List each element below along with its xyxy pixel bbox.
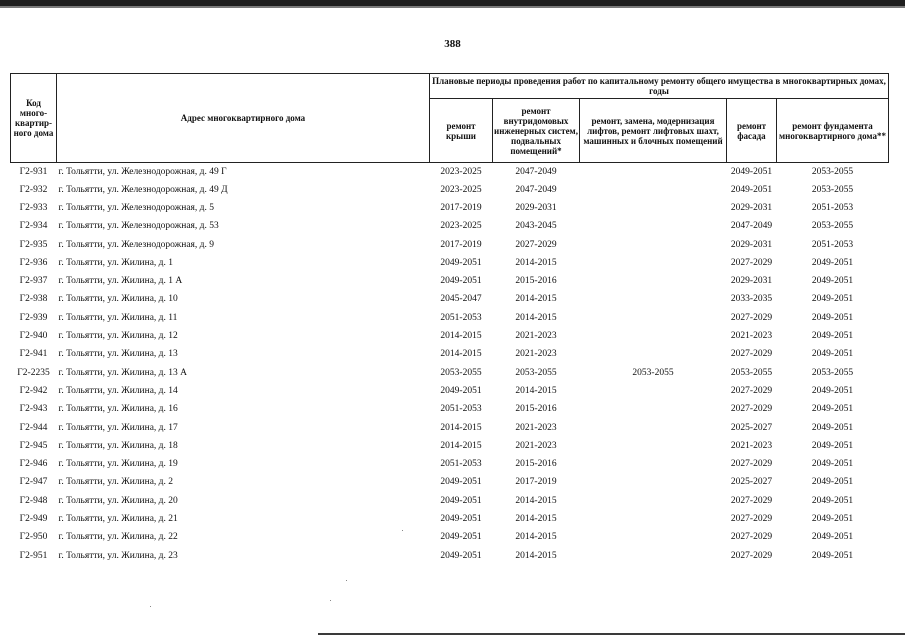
- cell-foundation: 2053-2055: [811, 221, 854, 232]
- scan-speck: [346, 580, 347, 581]
- cell-lifts: [580, 437, 727, 455]
- cell-foundation: 2049-2051: [811, 495, 854, 506]
- cell-lifts: [580, 291, 727, 309]
- cell-address: г. Тольятти, ул. Железнодорожная, д. 53: [58, 221, 219, 232]
- cell-address: г. Тольятти, ул. Жилина, д. 1: [58, 257, 173, 268]
- cell-lifts: [580, 217, 727, 235]
- cell-facade: 2053-2055: [730, 367, 773, 378]
- cell-address: г. Тольятти, ул. Жилина, д. 11: [58, 312, 178, 323]
- cell-facade: 2027-2029: [730, 550, 773, 561]
- cell-foundation: 2049-2051: [811, 459, 854, 470]
- header-facade: ремонт фасада: [727, 99, 777, 163]
- cell-code: Г2-936: [19, 257, 48, 268]
- cell-foundation: 2053-2055: [811, 184, 854, 195]
- cell-roof: 2023-2025: [440, 166, 482, 177]
- cell-lifts: [580, 181, 727, 199]
- cell-roof: 2049-2051: [440, 550, 482, 561]
- cell-address: г. Тольятти, ул. Жилина, д. 1 А: [58, 276, 183, 287]
- cell-code: Г2-932: [19, 184, 48, 195]
- header-address: Адрес многоквартирного дома: [57, 74, 430, 163]
- cell-systems: 2043-2045: [515, 221, 557, 232]
- cell-roof: 2023-2025: [440, 184, 482, 195]
- cell-systems: 2029-2031: [515, 202, 557, 213]
- cell-address: г. Тольятти, ул. Жилина, д. 17: [58, 422, 178, 433]
- cell-foundation: 2049-2051: [811, 331, 854, 342]
- cell-code: Г2-933: [19, 202, 48, 213]
- cell-foundation: 2049-2051: [811, 440, 854, 451]
- cell-foundation: 2049-2051: [811, 514, 854, 525]
- cell-systems: 2014-2015: [515, 257, 557, 268]
- cell-systems: 2015-2016: [515, 276, 557, 287]
- cell-systems: 2014-2015: [515, 312, 557, 323]
- scan-top-border-shadow: [0, 6, 905, 8]
- cell-systems: 2047-2049: [515, 166, 557, 177]
- cell-code: Г2-938: [19, 294, 48, 305]
- cell-facade: 2027-2029: [730, 312, 773, 323]
- cell-facade: 2029-2031: [730, 276, 773, 287]
- cell-code: Г2-941: [19, 349, 48, 360]
- table-row: [11, 492, 889, 510]
- cell-lifts: [580, 400, 727, 418]
- cell-systems: 2027-2029: [515, 239, 557, 250]
- table-row: [11, 400, 889, 418]
- cell-lifts: 2053-2055: [632, 367, 674, 378]
- page-number: 388: [444, 38, 461, 50]
- capital-repair-schedule-table: [10, 73, 889, 565]
- cell-facade: 2049-2051: [730, 184, 773, 195]
- cell-roof: 2051-2053: [440, 404, 482, 415]
- cell-facade: 2021-2023: [730, 440, 773, 451]
- scan-bottom-rule: [318, 633, 905, 635]
- cell-lifts: [580, 419, 727, 437]
- table-row: [11, 437, 889, 455]
- cell-code: Г2-937: [19, 276, 48, 287]
- cell-code: Г2-951: [19, 550, 48, 561]
- cell-address: г. Тольятти, ул. Жилина, д. 10: [58, 294, 178, 305]
- cell-lifts: [580, 236, 727, 254]
- cell-facade: 2049-2051: [730, 166, 773, 177]
- cell-roof: 2049-2051: [440, 257, 482, 268]
- cell-roof: 2017-2019: [440, 202, 482, 213]
- cell-address: г. Тольятти, ул. Жилина, д. 13 А: [58, 367, 187, 378]
- cell-code: Г2-940: [19, 331, 48, 342]
- cell-address: г. Тольятти, ул. Жилина, д. 12: [58, 331, 178, 342]
- cell-lifts: [580, 492, 727, 510]
- cell-roof: 2049-2051: [440, 477, 482, 488]
- table-row: [11, 217, 889, 235]
- cell-foundation: 2049-2051: [811, 404, 854, 415]
- cell-lifts: [580, 345, 727, 363]
- cell-roof: 2049-2051: [440, 532, 482, 543]
- cell-roof: 2051-2053: [440, 459, 482, 470]
- cell-roof: 2023-2025: [440, 221, 482, 232]
- cell-lifts: [580, 547, 727, 565]
- cell-code: Г2-947: [19, 477, 48, 488]
- cell-roof: 2051-2053: [440, 312, 482, 323]
- cell-lifts: [580, 474, 727, 492]
- cell-address: г. Тольятти, ул. Жилина, д. 16: [58, 404, 178, 415]
- cell-foundation: 2053-2055: [811, 166, 854, 177]
- cell-foundation: 2051-2053: [811, 202, 854, 213]
- cell-facade: 2047-2049: [730, 221, 773, 232]
- cell-foundation: 2049-2051: [811, 294, 854, 305]
- cell-address: г. Тольятти, ул. Жилина, д. 19: [58, 459, 178, 470]
- cell-address: г. Тольятти, ул. Жилина, д. 20: [58, 495, 178, 506]
- cell-systems: 2014-2015: [515, 550, 557, 561]
- cell-lifts: [580, 382, 727, 400]
- cell-roof: 2053-2055: [440, 367, 482, 378]
- cell-roof: 2014-2015: [440, 422, 482, 433]
- cell-roof: 2014-2015: [440, 349, 482, 360]
- cell-code: Г2-2235: [17, 367, 50, 378]
- cell-address: г. Тольятти, ул. Железнодорожная, д. 49 Д: [58, 184, 228, 195]
- cell-facade: 2027-2029: [730, 385, 773, 396]
- cell-systems: 2014-2015: [515, 495, 557, 506]
- cell-code: Г2-944: [19, 422, 48, 433]
- cell-facade: 2027-2029: [730, 495, 773, 506]
- cell-foundation: 2049-2051: [811, 477, 854, 488]
- cell-code: Г2-935: [19, 239, 48, 250]
- cell-lifts: [580, 163, 727, 181]
- cell-roof: 2014-2015: [440, 331, 482, 342]
- cell-address: г. Тольятти, ул. Жилина, д. 21: [58, 514, 178, 525]
- cell-roof: 2049-2051: [440, 276, 482, 287]
- cell-systems: 2014-2015: [515, 514, 557, 525]
- cell-foundation: 2049-2051: [811, 550, 854, 561]
- cell-lifts: [580, 199, 727, 217]
- table-row: [11, 254, 889, 272]
- scan-speck: [150, 606, 151, 607]
- table-row: [11, 291, 889, 309]
- table-row: [11, 455, 889, 473]
- cell-code: Г2-931: [19, 166, 48, 177]
- cell-systems: 2021-2023: [515, 422, 557, 433]
- cell-code: Г2-943: [19, 404, 48, 415]
- cell-lifts: [580, 309, 727, 327]
- table-row: [11, 364, 889, 382]
- table-row: [11, 345, 889, 363]
- table-row: [11, 309, 889, 327]
- cell-systems: 2021-2023: [515, 349, 557, 360]
- cell-systems: 2014-2015: [515, 532, 557, 543]
- cell-address: г. Тольятти, ул. Железнодорожная, д. 5: [58, 202, 214, 213]
- cell-systems: 2015-2016: [515, 459, 557, 470]
- scan-speck: [330, 600, 331, 601]
- cell-lifts: [580, 510, 727, 528]
- cell-roof: 2049-2051: [440, 514, 482, 525]
- table-body: [11, 163, 889, 566]
- header-periods-group: Плановые периоды проведения работ по капитальному ремонту общего имущества в многоквартирных домах, годы: [430, 74, 889, 99]
- cell-foundation: 2049-2051: [811, 349, 854, 360]
- cell-code: Г2-939: [19, 312, 48, 323]
- cell-facade: 2027-2029: [730, 349, 773, 360]
- cell-facade: 2027-2029: [730, 459, 773, 470]
- cell-lifts: [580, 272, 727, 290]
- cell-systems: 2021-2023: [515, 331, 557, 342]
- cell-address: г. Тольятти, ул. Железнодорожная, д. 49 Г: [58, 166, 227, 177]
- header-code: Код много-квартир-ного дома: [11, 74, 57, 163]
- cell-facade: 2027-2029: [730, 404, 773, 415]
- table-row: [11, 510, 889, 528]
- table-header: [11, 74, 889, 163]
- cell-facade: 2025-2027: [730, 422, 773, 433]
- cell-foundation: 2051-2053: [811, 239, 854, 250]
- cell-code: Г2-945: [19, 440, 48, 451]
- cell-systems: 2047-2049: [515, 184, 557, 195]
- cell-foundation: 2049-2051: [811, 257, 854, 268]
- cell-code: Г2-950: [19, 532, 48, 543]
- cell-roof: 2045-2047: [440, 294, 482, 305]
- cell-foundation: 2049-2051: [811, 532, 854, 543]
- cell-address: г. Тольятти, ул. Жилина, д. 18: [58, 440, 178, 451]
- header-roof: ремонт крыши: [430, 99, 493, 163]
- cell-facade: 2021-2023: [730, 331, 773, 342]
- table-row: [11, 181, 889, 199]
- cell-systems: 2014-2015: [515, 294, 557, 305]
- table-row: [11, 272, 889, 290]
- cell-address: г. Тольятти, ул. Железнодорожная, д. 9: [58, 239, 214, 250]
- table-row: [11, 382, 889, 400]
- cell-foundation: 2049-2051: [811, 312, 854, 323]
- cell-systems: 2014-2015: [515, 385, 557, 396]
- cell-foundation: 2049-2051: [811, 422, 854, 433]
- cell-code: Г2-948: [19, 495, 48, 506]
- table-row: [11, 528, 889, 546]
- table-row: [11, 199, 889, 217]
- cell-foundation: 2049-2051: [811, 276, 854, 287]
- cell-systems: 2053-2055: [515, 367, 557, 378]
- table-row: [11, 163, 889, 181]
- cell-lifts: [580, 455, 727, 473]
- cell-roof: 2049-2051: [440, 495, 482, 506]
- cell-roof: 2014-2015: [440, 440, 482, 451]
- cell-foundation: 2049-2051: [811, 385, 854, 396]
- cell-address: г. Тольятти, ул. Жилина, д. 22: [58, 532, 178, 543]
- cell-address: г. Тольятти, ул. Жилина, д. 2: [58, 477, 173, 488]
- header-foundation: ремонт фундамента многоквартирного дома**: [777, 99, 889, 163]
- table-row: [11, 419, 889, 437]
- cell-facade: 2027-2029: [730, 514, 773, 525]
- cell-roof: 2017-2019: [440, 239, 482, 250]
- cell-facade: 2029-2031: [730, 202, 773, 213]
- cell-code: Г2-949: [19, 514, 48, 525]
- cell-code: Г2-934: [19, 221, 48, 232]
- cell-facade: 2029-2031: [730, 239, 773, 250]
- cell-systems: 2021-2023: [515, 440, 557, 451]
- scan-speck: [402, 530, 403, 531]
- cell-systems: 2017-2019: [515, 477, 557, 488]
- cell-facade: 2025-2027: [730, 477, 773, 488]
- cell-code: Г2-942: [19, 385, 48, 396]
- cell-foundation: 2053-2055: [811, 367, 854, 378]
- cell-facade: 2027-2029: [730, 532, 773, 543]
- table-row: [11, 474, 889, 492]
- table-row: [11, 236, 889, 254]
- cell-address: г. Тольятти, ул. Жилина, д. 13: [58, 349, 178, 360]
- cell-code: Г2-946: [19, 459, 48, 470]
- cell-systems: 2015-2016: [515, 404, 557, 415]
- cell-lifts: [580, 254, 727, 272]
- cell-roof: 2049-2051: [440, 385, 482, 396]
- cell-facade: 2027-2029: [730, 257, 773, 268]
- cell-lifts: [580, 327, 727, 345]
- table-row: [11, 327, 889, 345]
- cell-lifts: [580, 528, 727, 546]
- cell-address: г. Тольятти, ул. Жилина, д. 23: [58, 550, 178, 561]
- header-lifts: ремонт, замена, модернизация лифтов, ремонт лифтовых шахт, машинных и блочных помещений: [580, 99, 727, 163]
- header-systems: ремонт внутридомовых инженерных систем, подвальных помещений*: [493, 99, 580, 163]
- cell-facade: 2033-2035: [730, 294, 773, 305]
- table-row: [11, 547, 889, 565]
- cell-address: г. Тольятти, ул. Жилина, д. 14: [58, 385, 178, 396]
